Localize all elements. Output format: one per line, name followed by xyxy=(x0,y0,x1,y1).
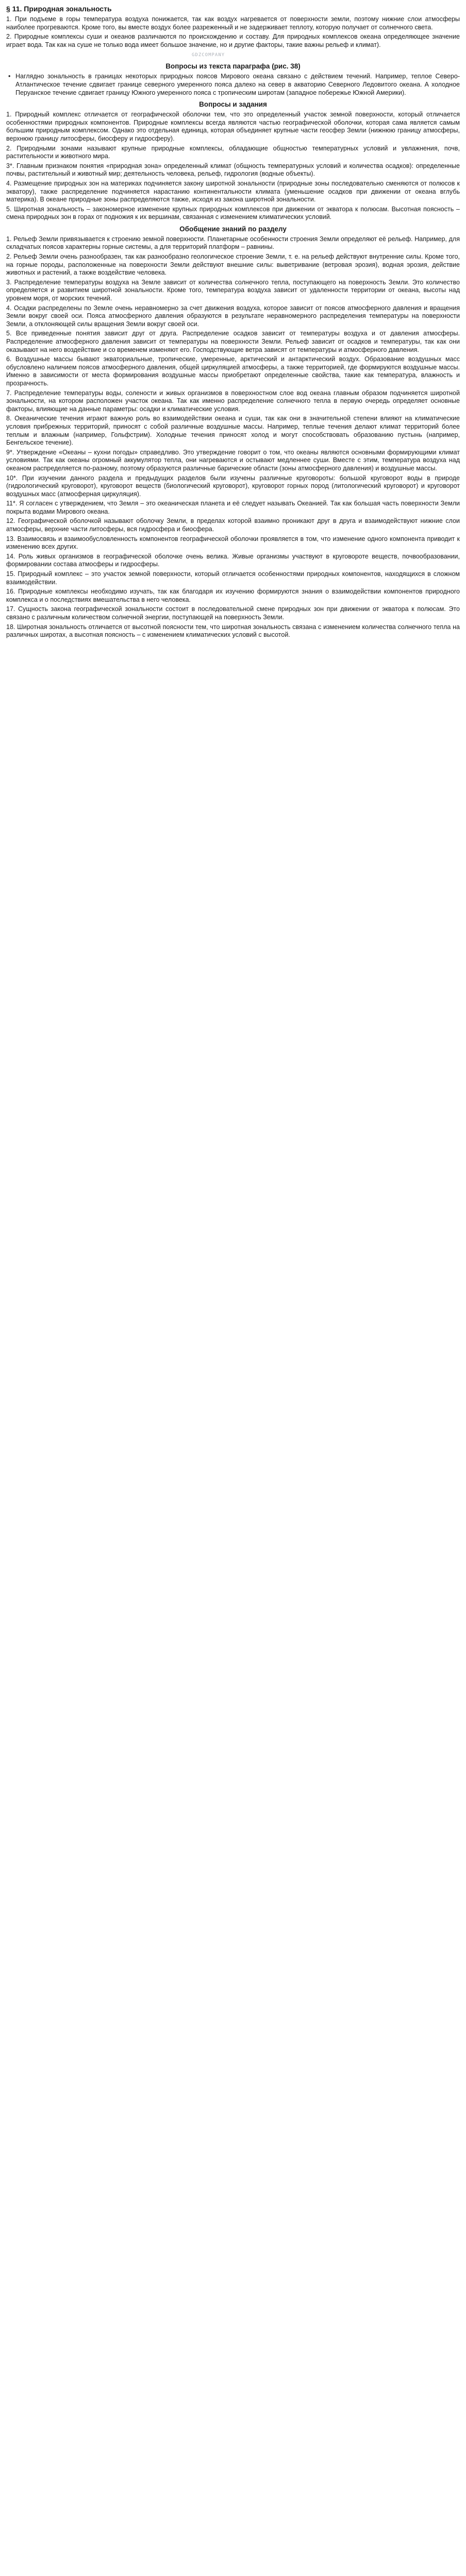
summary-paragraph: 4. Осадки распределены по Земле очень неравномерно за счет движения воздуха, которое зависит от поясов атмосферного давления и вращения Земли вокруг своей оси. Пояса атмосферного давления образуются в результате неравномерного распределения температуры на поверхности Земли, а отклоняющей силы вращения Земли вокруг своей оси. xyxy=(6,304,460,328)
section-heading-summary: Обобщение знаний по разделу xyxy=(179,225,287,233)
more-paragraph: 15. Природный комплекс – это участок земной поверхности, который отличается особенностями природных компонентов, находящихся в сложном взаимодействии. xyxy=(6,570,460,586)
bullet-item: • Наглядно зональность в границах некоторых природных поясов Мирового океана связано с действием течений. Например, теплое Северо-Атлантическое течение сдвигает границе северного умеренного пояса далеко на север в акваторию Северного Ледовитого океана. А холодное Перуанское течение сдвигает границу Южного умеренного пояса с тропическим широтам (западное побережье Южной Америки). xyxy=(15,73,460,97)
summary-paragraph: 2. Рельеф Земли очень разнообразен, так как разнообразно геологическое строение Земли, т. е. на рельеф действуют внутренние силы. Кроме того, на горные породы, расположенные на поверхности Земли действуют внешние силы: выветривание (ветровая эрозия), водная эрозия, действие животных и растений, а также воздействие человека. xyxy=(6,253,460,277)
more-paragraph: 16. Природные комплексы необходимо изучать, так как благодаря их изучению формируются знания о взаимодействии компонентов природного комплекса и о последствиях вмешательства в него человека. xyxy=(6,588,460,603)
qa-block xyxy=(6,111,460,222)
watermark-row xyxy=(6,50,460,59)
more-paragraph: 17. Сущность закона географической зональности состоит в последовательной смене природных зон при движении от экватора к полюсам. Это связано с различным количеством солнечной энергии, поступающей на поверхность Земли. xyxy=(6,605,460,621)
more-paragraph: 12. Географической оболочкой называют оболочку Земли, в пределах которой взаимно проникают друг в друга и взаимодействуют нижние слои атмосферы, верхние части литосферы, вся гидросфера и биосфера. xyxy=(6,517,460,533)
section-heading-questions-tasks: Вопросы и задания xyxy=(199,100,267,109)
summary-block xyxy=(6,235,460,447)
qa-paragraph: 2. Природными зонами называют крупные природные комплексы, обладающие общностью температурных условий и увлажнения, почв, растительности и животного мира. xyxy=(6,144,460,160)
more-paragraph: 14. Роль живых организмов в географической оболочке очень велика. Живые организмы участвуют в круговороте веществ, почвообразовании, формировании состава атмосферы и гидросферы. xyxy=(6,552,460,568)
summary-paragraph: 7. Распределение температуры воды, солености и живых организмов в поверхностном слое вод океана главным образом подчиняется широтной зональности, на котором расположен участок океана. Так как именно распределение солнечного тепла в первую очередь определяет основные факторы, влияющие на данные параметры: осадки и климатические условия. xyxy=(6,389,460,413)
section-heading-paragraph-questions: Вопросы из текста параграфа (рис. 38) xyxy=(165,62,301,71)
summary-paragraph: 3. Распределение температуры воздуха на Земле зависит от количества солнечного тепла, поступающего на поверхность Земли. Это количество определяется и развитием широтной зональности. Кроме того, температура воздуха зависит от удаленности территории от океана, высоты над уровнем моря, от морских течений. xyxy=(6,278,460,302)
more-paragraph: 9*. Утверждение «Океаны – кухни погоды» справедливо. Это утверждение говорит о том, что океаны являются основными формирующими климат условиями. Так как океаны огромный аккумулятор тепла, они нагреваются и остывают медленнее суши. Вместе с этим, температура воздуха над океаном распределяется по-разному, поэтому образуются различные барические области (зоны атмосферного давления) и воздушные массы. xyxy=(6,448,460,472)
intro-paragraph: 1. При подъеме в горы температура воздуха понижается, так как воздух нагревается от поверхности земли, поэтому нижние слои атмосферы наиболее прогреваются. Кроме того, вы вместе воздух более разреженный и не задерживает теплоту, которую получает от солнечного света. xyxy=(6,15,460,31)
more-paragraph: 13. Взаимосвязь и взаимообусловленность компонентов географической оболочки проявляется в том, что изменение одного компонента приводит к изменению всех других. xyxy=(6,535,460,551)
more-block xyxy=(6,449,460,639)
watermark-text: GDZCOMPANY xyxy=(192,53,225,58)
qa-paragraph: 4. Размещение природных зон на материках подчиняется закону широтной зональности (природные зоны последовательно сменяются от полюсов к экватору), также распределение подчиняется нарастанию континентальности климата (уменьшение осадков при движении от океана вглубь материка). В океане природные зоны распределяются также, исходя из закона широтной зональности. xyxy=(6,179,460,204)
summary-paragraph: 6. Воздушные массы бывают экваториальные, тропические, умеренные, арктический и антарктический воздух. Образование воздушных масс обусловлено наличием поясов атмосферного давления, общей циркуляцией атмосферы, а также территорией, где формируются воздушные массы. Именно в зависимости от места формирования воздушные массы приобретают определенные свойства, такие как температура, влажность и прозрачность. xyxy=(6,355,460,387)
page-title: § 11. Природная зональность xyxy=(6,5,112,13)
summary-paragraph: 5. Все приведенные понятия зависит друг от друга. Распределение осадков зависит от температуры воздуха и от давления атмосферы. Распределение атмосферного давления зависит от температуры на поверхности Земли. Рельеф зависит от осадков и температуры, так как они оказывают на него воздействие и со временем изменяют его. Господствующие ветра зависят от температуры и атмосферного давления. xyxy=(6,330,460,353)
more-paragraph: 18. Широтная зональность отличается от высотной поясности тем, что широтная зональность связана с изменением количества солнечного тепла на различных широтах, а высотная поясность – с изменением климатических условий с высотой. xyxy=(6,623,460,639)
bullet-list xyxy=(6,73,460,97)
intro-block xyxy=(6,15,460,49)
qa-paragraph: 3*. Главным признаком понятия «природная зона» определенный климат (общность температурных условий и количества осадков): определенные почвы, растительный и животный мир; деятельность человека, рельеф, гидрология (водные объекты). xyxy=(6,162,460,178)
qa-paragraph: 5. Широтная зональность – закономерное изменение крупных природных комплексов при движении от экватора к полюсам. Высотная поясность – смена природных зон в горах от подножия к их вершинам, связанная с изменением климатических условий. xyxy=(6,205,460,221)
more-paragraph: 10*. При изучении данного раздела и предыдущих разделов были изучены различные круговороты: большой круговорот воды в природе (гидрологический круговорот), круговорот веществ (биологический круговорот), круговорот горных пород (литологический круговорот) и круговорот воздушных масс (атмосферная циркуляция). xyxy=(6,474,460,498)
summary-paragraph: 1. Рельеф Земли привязывается к строению земной поверхности. Планетарные особенности строения Земли определяют её рельеф. Например, для складчатых поясов характерны горные системы, а для территорий платформ – равнины. xyxy=(6,235,460,251)
document-page xyxy=(6,0,460,653)
qa-paragraph: 1. Природный комплекс отличается от географической оболочки тем, что это определенный участок земной поверхности, который отличается особенностями природных компонентов. Природные комплексы всегда являются частью географической оболочки, которая сама является самым большим природным комплексом. Однако это отдельная единица, которая объединяет крупные части геосфер Земли (нижнюю границу атмосферы, верхнюю границу литосферы, биосферу и гидросферу). xyxy=(6,111,460,142)
intro-paragraph: 2. Природные комплексы суши и океанов различаются по происхождению и составу. Для природных комплексов океана определяющее значение играет вода. Так как на суше не только вода имеет большое значение, но и другие факторы, такие важны рельеф и климат). xyxy=(6,33,460,48)
more-paragraph: 11*. Я согласен с утверждением, что Земля – это океаническая планета и её следует называть Океанией. Так как большая часть поверхности Земли покрыта водами Мирового океана. xyxy=(6,500,460,515)
summary-paragraph: 8. Океанические течения играют важную роль во взаимодействии океана и суши, так как они в значительной степени влияют на климатические условия прибрежных территорий, приносят с собой различные воздушные массы. Например, теплые течения делают климат территорий более теплым и влажным (например, Гольфстрим). Холодные течения приносят холод и могут способствовать образованию пустынь (например, Бенгельское течение). xyxy=(6,415,460,447)
